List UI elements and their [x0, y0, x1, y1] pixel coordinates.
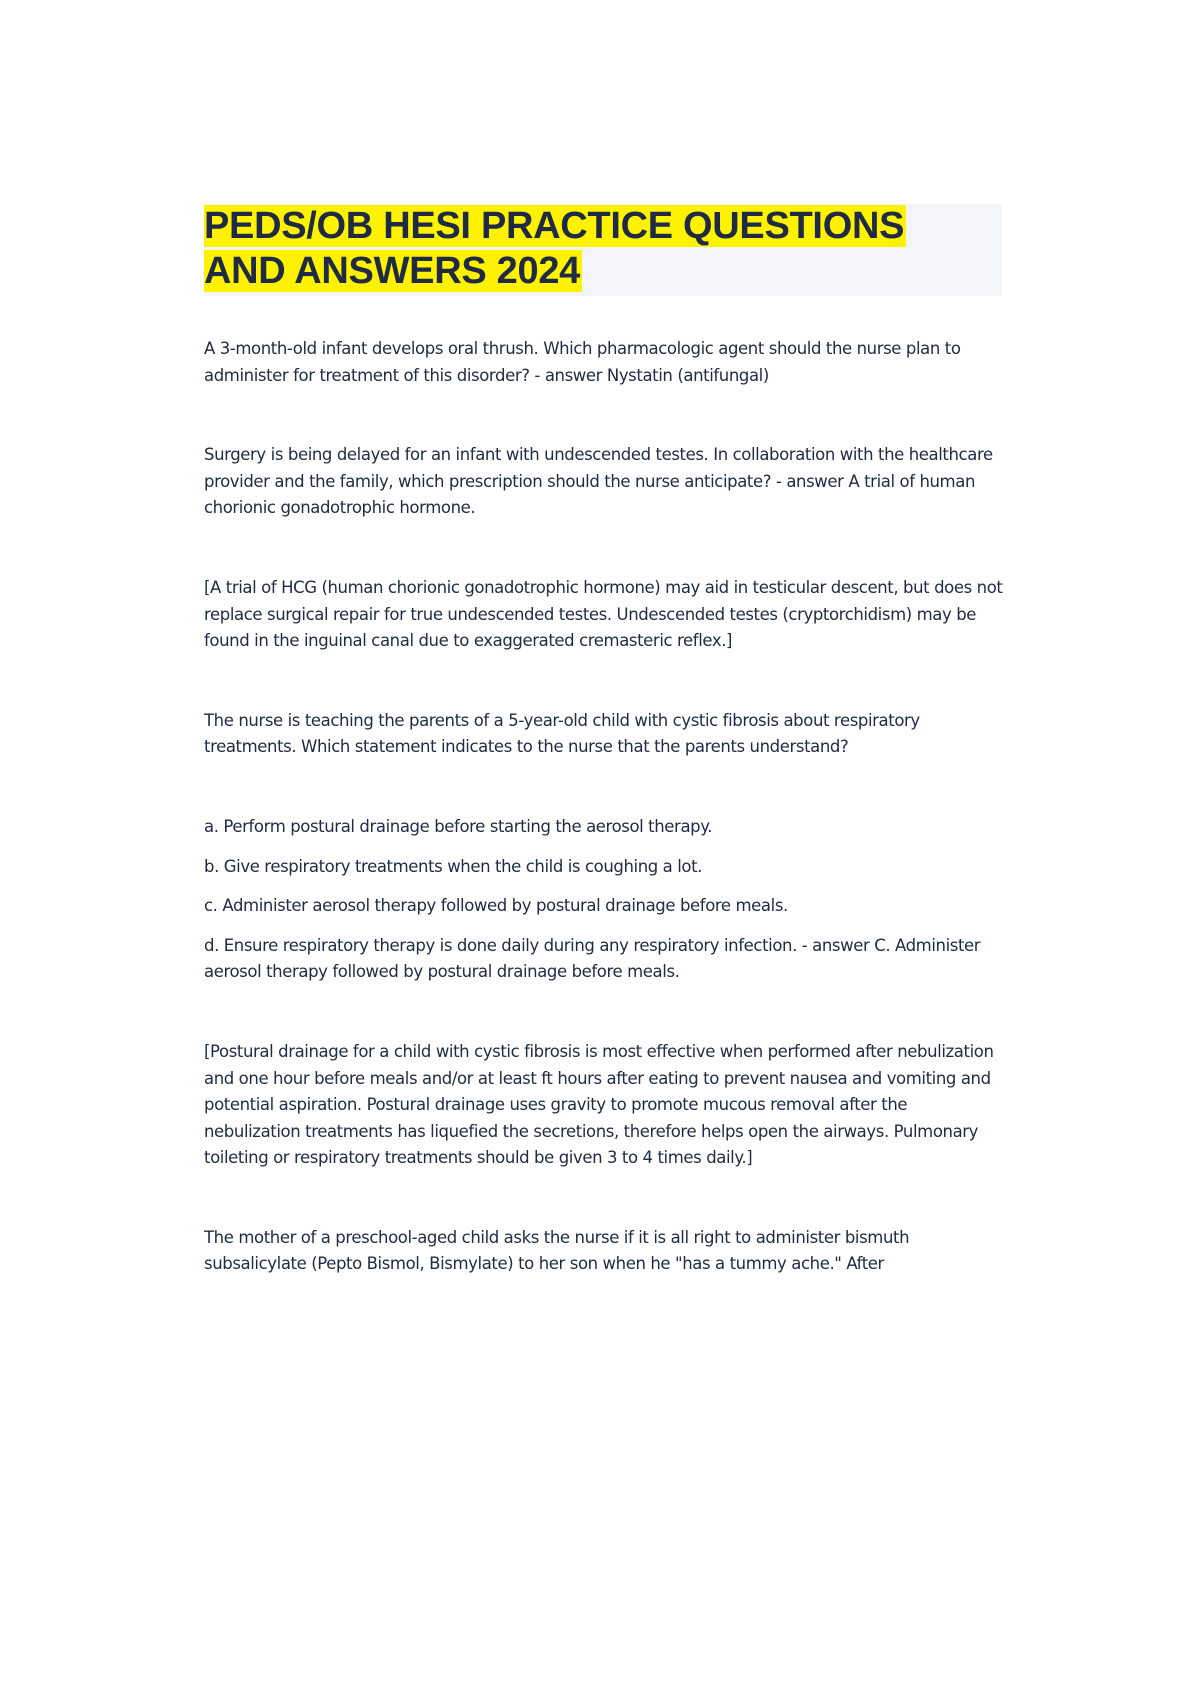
document-body	[204, 336, 1004, 1278]
rationale-undescended-testes: [A trial of HCG (human chorionic gonadotrophic hormone) may aid in testicular descent, but does not replace surgical repair for true undescended testes. Undescended testes (cryptorchidism) may be found in the inguinal canal due to exaggerated cremasteric reflex.]	[204, 577, 1003, 651]
title-line-2: AND ANSWERS 2024	[204, 250, 580, 292]
page-title	[204, 204, 1002, 294]
rationale-cystic-fibrosis: [Postural drainage for a child with cystic fibrosis is most effective when performed after nebulization and one hour before meals and/or at least ft hours after eating to prevent nausea and vomiting and potential aspiration. Postural drainage uses gravity to promote mucous removal after the nebulization treatments has liquefied the secretions, therefore helps open the airways. Pulmonary toileting or respiratory treatments should be given 3 to 4 times daily.]	[204, 1041, 994, 1168]
option-a: a. Perform postural drainage before starting the aerosol therapy.	[204, 816, 713, 836]
question-cystic-fibrosis: The nurse is teaching the parents of a 5-year-old child with cystic fibrosis about respiratory treatments. Which statement indicates to the nurse that the parents understand?	[204, 710, 920, 757]
question-oral-thrush: A 3-month-old infant develops oral thrush. Which pharmacologic agent should the nurse plan to administer for treatment of this disorder? - answer Nystatin (antifungal)	[204, 339, 961, 385]
option-b: b. Give respiratory treatments when the child is coughing a lot.	[204, 856, 703, 876]
title-line-1: PEDS/OB HESI PRACTICE QUESTIONS	[204, 205, 905, 247]
option-c: c. Administer aerosol therapy followed by postural drainage before meals.	[204, 896, 788, 916]
title-block	[204, 204, 1002, 296]
question-undescended-testes: Surgery is being delayed for an infant with undescended testes. In collaboration with the healthcare provider and the family, which prescription should the nurse anticipate? - answer A trial of human chorionic gonadotrophic hormone.	[204, 445, 993, 518]
option-d-answer: d. Ensure respiratory therapy is done daily during any respiratory infection. - answer C. Administer aerosol therapy followed by postural drainage before meals.	[204, 935, 981, 982]
question-bismuth: The mother of a preschool-aged child asks the nurse if it is all right to administer bismuth subsalicylate (Pepto Bismol, Bismylate) to her son when he "has a tummy ache." After	[204, 1227, 910, 1274]
